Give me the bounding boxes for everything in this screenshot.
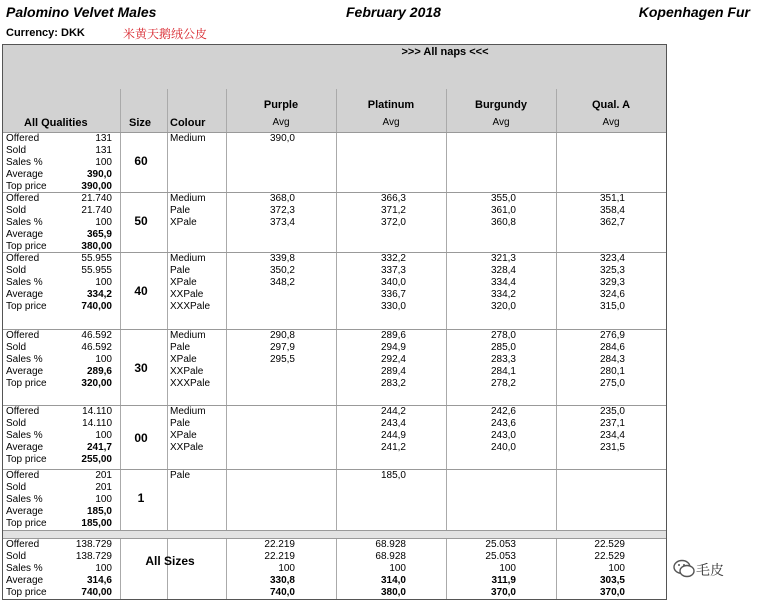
col-qual-a: Qual. A [591, 99, 631, 111]
col-burgundy-avg: Avg [492, 117, 510, 128]
col-burgundy: Burgundy [475, 99, 527, 111]
stat-value: 185,0 [86, 506, 112, 517]
naps-group-title: >>> All naps <<< [401, 46, 489, 58]
total-value: 303,5 [599, 575, 625, 586]
stat-value: 46.592 [81, 330, 112, 341]
total-value: 370,0 [599, 587, 625, 598]
stat-value: 14.110 [82, 418, 112, 429]
platinum-avg-values: 366,3 371,2 372,0 [380, 193, 406, 228]
stat-value: 100 [95, 354, 112, 365]
qual-a-avg-values: 351,1 358,4 362,7 [599, 193, 625, 228]
platinum-avg-values: 185,0 [380, 470, 406, 481]
stat-value: 241,7 [86, 442, 112, 453]
total-value: 138.729 [75, 539, 112, 550]
stat-value: 100 [95, 157, 112, 168]
stat-values [50, 133, 112, 193]
col-colour: Colour [170, 117, 206, 129]
size-label: 30 [134, 361, 148, 375]
total-burgundy-values [460, 539, 516, 599]
stat-value: 55.955 [81, 265, 112, 276]
stat-value: 21.740 [81, 205, 112, 216]
stat-value: 185,00 [81, 518, 112, 529]
burgundy-avg-values: 278,0 285,0 283,3 284,1 278,2 [490, 330, 516, 389]
total-value: 100 [389, 563, 406, 574]
stat-value: 131 [95, 145, 112, 156]
column-divider [556, 89, 557, 599]
col-purple: Purple [263, 99, 299, 111]
stat-values [50, 193, 112, 253]
colour-list: Medium Pale XPale XXPale XXXPale [170, 253, 211, 312]
stat-value: 21.740 [81, 193, 112, 204]
stat-value: 100 [95, 494, 112, 505]
all-sizes-label: All Sizes [145, 554, 195, 568]
size-label: 40 [134, 284, 148, 298]
colour-list: Medium Pale XPale XXPale [170, 406, 206, 453]
total-value: 22.529 [594, 551, 625, 562]
qual-a-avg-values: 235,0 237,1 234,4 231,5 [599, 406, 625, 453]
burgundy-avg-values: 321,3 328,4 334,4 334,2 320,0 [490, 253, 516, 312]
platinum-avg-values: 289,6 294,9 292,4 289,4 283,2 [380, 330, 406, 389]
total-qual-a-values [570, 539, 625, 599]
watermark-brand: 毛皮 [696, 563, 724, 579]
column-divider [167, 89, 168, 599]
stat-value: 380,00 [81, 241, 112, 252]
stat-value: 14.110 [82, 406, 112, 417]
stat-value: 334,2 [86, 289, 112, 300]
total-value: 330,8 [269, 575, 295, 586]
stat-labels: Offered Sold Sales % Average Top price [6, 406, 47, 465]
report-title: Palomino Velvet Males [6, 4, 157, 20]
total-purple-values [234, 539, 295, 599]
stat-value: 320,00 [81, 378, 112, 389]
burgundy-avg-values: 355,0 361,0 360,8 [490, 193, 516, 228]
stat-value: 100 [95, 277, 112, 288]
stat-values [50, 253, 112, 313]
total-value: 740,00 [81, 587, 112, 598]
colour-list: Medium Pale XPale [170, 193, 206, 228]
total-value: 314,0 [380, 575, 406, 586]
column-divider [226, 89, 227, 599]
currency-label: Currency: DKK [6, 27, 85, 39]
platinum-avg-values: 244,2 243,4 244,9 241,2 [380, 406, 406, 453]
col-size: Size [129, 117, 152, 129]
stat-labels: Offered Sold Sales % Average Top price [6, 133, 47, 192]
stat-labels: Offered Sold Sales % Average Top price [6, 193, 47, 252]
size-label: 50 [134, 214, 148, 228]
total-value: 100 [95, 563, 112, 574]
stat-value: 100 [95, 217, 112, 228]
stat-value: 55.955 [81, 253, 112, 264]
stat-value: 131 [95, 133, 112, 144]
chinese-caption: 米黄天鹅绒公皮 [123, 27, 208, 41]
stat-value: 100 [95, 430, 112, 441]
total-value: 100 [278, 563, 295, 574]
stat-values [50, 406, 112, 466]
purple-avg-values: 390,0 [269, 133, 295, 144]
platinum-avg-values: 332,2 337,3 340,0 336,7 330,0 [380, 253, 406, 312]
size-label: 60 [134, 154, 148, 168]
total-value: 314,6 [86, 575, 112, 586]
col-purple-avg: Avg [272, 117, 290, 128]
stat-value: 255,00 [81, 454, 112, 465]
stat-values [50, 470, 112, 530]
total-platinum-values [350, 539, 406, 599]
total-stat-values [50, 539, 112, 599]
total-value: 100 [499, 563, 516, 574]
report-period: February 2018 [346, 4, 441, 20]
purple-avg-values: 368,0 372,3 373,4 [269, 193, 295, 228]
stat-labels: Offered Sold Sales % Average Top price [6, 253, 47, 312]
stat-value: 740,00 [81, 301, 112, 312]
stat-value: 390,0 [86, 169, 112, 180]
total-value: 138.729 [75, 551, 112, 562]
col-all-qualities: All Qualities [24, 117, 88, 129]
stat-value: 390,00 [81, 181, 112, 192]
total-value: 100 [608, 563, 625, 574]
total-value: 740,0 [269, 587, 295, 598]
colour-list: Medium Pale XPale XXPale XXXPale [170, 330, 211, 389]
stat-labels: Offered Sold Sales % Average Top price [6, 330, 47, 389]
stat-value: 201 [95, 482, 112, 493]
total-value: 22.219 [264, 551, 295, 562]
stat-labels: Offered Sold Sales % Average Top price [6, 470, 47, 529]
col-qual-a-avg: Avg [602, 117, 620, 128]
total-value: 25.053 [485, 539, 516, 550]
total-value: 22.529 [594, 539, 625, 550]
total-value: 22.219 [264, 539, 295, 550]
totals-separator [3, 530, 666, 539]
total-value: 380,0 [380, 587, 406, 598]
qual-a-avg-values: 276,9 284,6 284,3 280,1 275,0 [599, 330, 625, 389]
auction-house: Kopenhagen Fur [638, 4, 750, 20]
stat-value: 289,6 [86, 366, 112, 377]
stat-value: 201 [95, 470, 112, 481]
purple-avg-values: 290,8 297,9 295,5 [269, 330, 295, 365]
size-label: 00 [134, 431, 148, 445]
total-value: 68.928 [375, 551, 406, 562]
total-value: 370,0 [490, 587, 516, 598]
size-label: 1 [137, 491, 145, 505]
stat-values [50, 330, 112, 390]
col-platinum-avg: Avg [382, 117, 400, 128]
qual-a-avg-values: 323,4 325,3 329,3 324,6 315,0 [599, 253, 625, 312]
purple-avg-values: 339,8 350,2 348,2 [269, 253, 295, 288]
total-stat-labels: Offered Sold Sales % Average Top price [6, 539, 47, 598]
column-divider [336, 89, 337, 599]
colour-list: Medium [170, 133, 206, 144]
total-value: 68.928 [375, 539, 406, 550]
total-value: 311,9 [491, 575, 516, 586]
burgundy-avg-values: 242,6 243,6 243,0 240,0 [490, 406, 516, 453]
total-value: 25.053 [485, 551, 516, 562]
colour-list: Pale [170, 470, 191, 481]
column-divider [446, 89, 447, 599]
col-platinum: Platinum [367, 99, 415, 111]
stat-value: 46.592 [81, 342, 112, 353]
stat-value: 365,9 [86, 229, 112, 240]
